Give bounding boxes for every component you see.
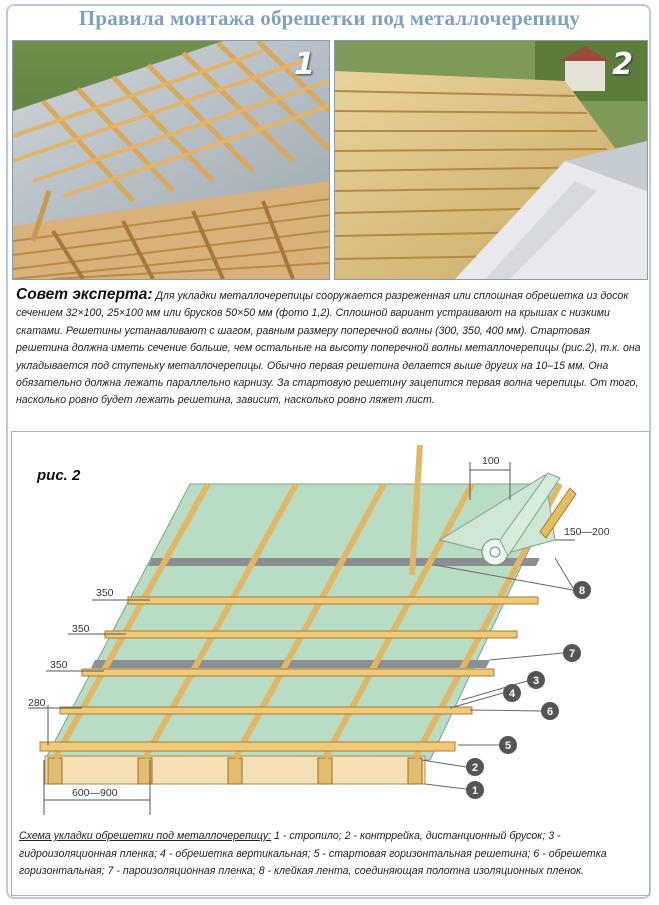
dim-350-mid: 350 bbox=[72, 623, 90, 635]
counter-batten-end bbox=[48, 758, 62, 784]
dim-280: 280 bbox=[28, 697, 46, 709]
horizontal-batten bbox=[105, 631, 517, 638]
callout-2-label: 2 bbox=[471, 762, 479, 774]
horizontal-batten bbox=[60, 707, 472, 714]
dim-350-low: 350 bbox=[50, 659, 68, 671]
callout-5-label: 5 bbox=[504, 740, 512, 752]
figure-label: рис. 2 bbox=[37, 467, 81, 484]
dim-100: 100 bbox=[482, 455, 500, 467]
callout-4-label: 4 bbox=[508, 688, 516, 700]
horizontal-batten bbox=[82, 669, 494, 676]
photo-2-number: 2 bbox=[612, 47, 633, 82]
callout-7-label: 7 bbox=[568, 648, 576, 660]
expert-tip-heading: Совет эксперта: bbox=[16, 286, 153, 303]
counter-batten-end bbox=[408, 758, 422, 784]
counter-batten-end bbox=[318, 758, 332, 784]
dim-150-200: 150—200 bbox=[564, 526, 610, 538]
starter-batten bbox=[40, 742, 455, 751]
horizontal-batten bbox=[128, 597, 538, 604]
page-title: Правила монтажа обрешетки под металлочерепицу bbox=[78, 6, 581, 30]
caption-lead: Схема укладки обрешетки под металлочерепицу: bbox=[19, 830, 272, 842]
callout-8-label: 8 bbox=[578, 585, 586, 597]
dim-600-900: 600—900 bbox=[72, 787, 118, 799]
callout-1-label: 1 bbox=[471, 785, 479, 797]
expert-tip-text: Для укладки металлочерепицы сооружается разреженная или сплошная обрешетка из досок сечением 32×100, 25×100 мм или брусков 50×50 мм (фото 1,2). Сплошной вариант устраивают на крышах с низкими скатами. Решетины устанавливают с шагом, равным размеру поперечной волны (300, 350, 400 мм). Стартовая решетина должна иметь сечение больше, чем остальные на высоту поперечной волны металлочерепицы (рис.2), т.к. она укладывается под ступеньку металлочерепицы. Обычно первая решетина делается выше других на 10–15 мм. Она обязательно должна лежать параллельно карнизу. За стартовую решетину зацепится первая волна черепицы. От того, насколько ровно будет лежать решетина, зависит, насколько ровно ляжет лист. bbox=[16, 290, 641, 407]
callout-3-label: 3 bbox=[532, 675, 540, 687]
caption-text: 1 - стропило; 2 - контррейка, дистанционный брусок; 3 - гидроизоляционная пленка; 4 - обрешетка вертикальная; 5 - стартовая горизонтальная решетина; 6 - обрешетка горизонтальная; 7 - пароизоляционная пленка; 8 - клейкая лента, соединяющая полотна изоляционных пленок. bbox=[19, 830, 607, 877]
dim-350-top: 350 bbox=[96, 587, 114, 599]
photo-1-number: 1 bbox=[294, 47, 315, 82]
diagram-caption bbox=[19, 828, 644, 881]
counter-batten-end bbox=[228, 758, 242, 784]
callout-6-label: 6 bbox=[546, 706, 554, 718]
